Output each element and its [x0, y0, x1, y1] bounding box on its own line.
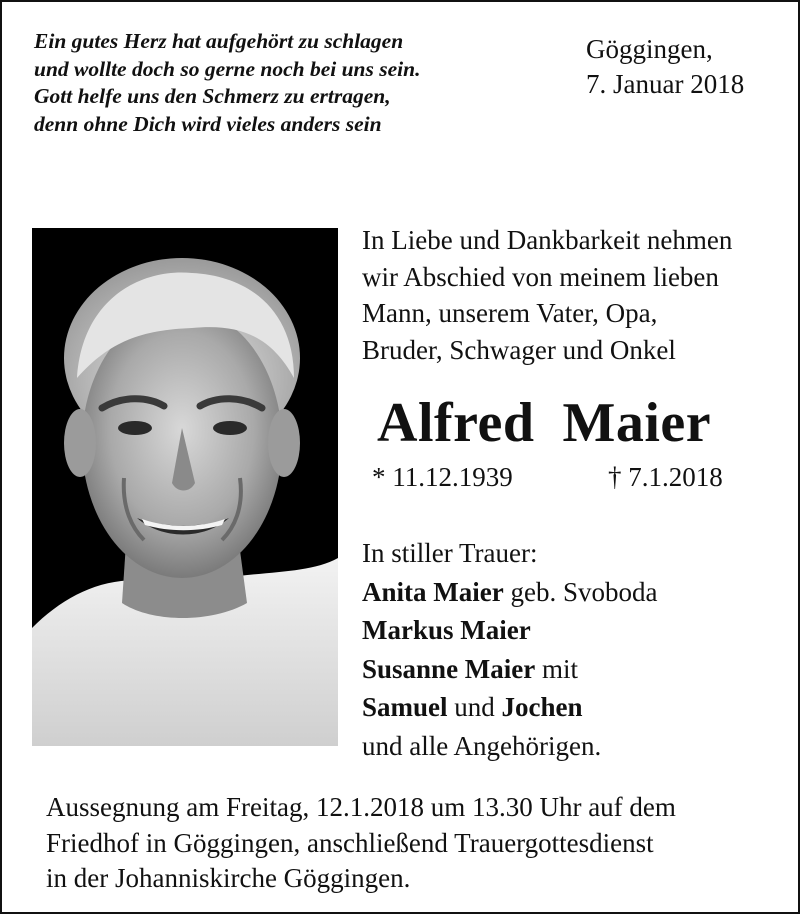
- portrait-photo: [32, 228, 338, 746]
- deceased-name: [377, 388, 757, 458]
- verse-line: Gott helfe uns den Schmerz zu ertragen,: [34, 84, 391, 108]
- farewell-line: Bruder, Schwager und Onkel: [362, 334, 676, 365]
- mourner-name: Markus Maier: [362, 615, 531, 645]
- farewell-line: In Liebe und Dankbarkeit nehmen: [362, 225, 733, 255]
- service-line: Aussegnung am Freitag, 12.1.2018 um 13.30 Uhr auf dem: [46, 792, 676, 822]
- mourner-line: [362, 611, 657, 650]
- mourner-note: und: [447, 692, 502, 722]
- mourner-line: [362, 650, 657, 689]
- date-text: 7. Januar 2018: [586, 69, 745, 99]
- farewell-line: Mann, unserem Vater, Opa,: [362, 298, 658, 328]
- service-announcement: [46, 790, 676, 897]
- place-and-date: [586, 32, 744, 102]
- birth-date: * 11.12.1939: [372, 462, 513, 492]
- mourner-note: geb. Svoboda: [503, 576, 658, 607]
- mourners-heading: In stiller Trauer:: [362, 538, 538, 568]
- verse-line: Ein gutes Herz hat aufgehört zu schlagen: [34, 29, 404, 53]
- first-name: Alfred: [377, 392, 535, 454]
- mourner-name: Anita Maier: [362, 576, 504, 607]
- death-date: † 7.1.2018: [608, 462, 723, 492]
- last-name: Maier: [562, 392, 712, 454]
- verse-line: und wollte doch so gerne noch bei uns sein.: [34, 56, 421, 81]
- farewell-text: [362, 222, 732, 368]
- mourners-list: [362, 534, 657, 765]
- mourner-line: [362, 688, 657, 727]
- service-line: Friedhof in Göggingen, anschließend Trauergottesdienst: [46, 827, 654, 858]
- mourner-note: mit: [535, 653, 579, 684]
- service-line: in der Johanniskirche Göggingen.: [46, 863, 411, 893]
- memorial-verse: [34, 28, 420, 138]
- mourner-name: Jochen: [501, 692, 583, 722]
- mourner-line: [362, 573, 657, 612]
- farewell-line: wir Abschied von meinem lieben: [362, 261, 719, 292]
- portrait-illustration: [32, 228, 338, 746]
- place-text: Göggingen,: [586, 34, 713, 64]
- mourner-name: Samuel: [362, 692, 448, 722]
- mourners-closing: und alle Angehörigen.: [362, 730, 602, 761]
- mourner-name: Susanne Maier: [362, 653, 536, 684]
- verse-line: denn ohne Dich wird vieles anders sein: [34, 111, 382, 136]
